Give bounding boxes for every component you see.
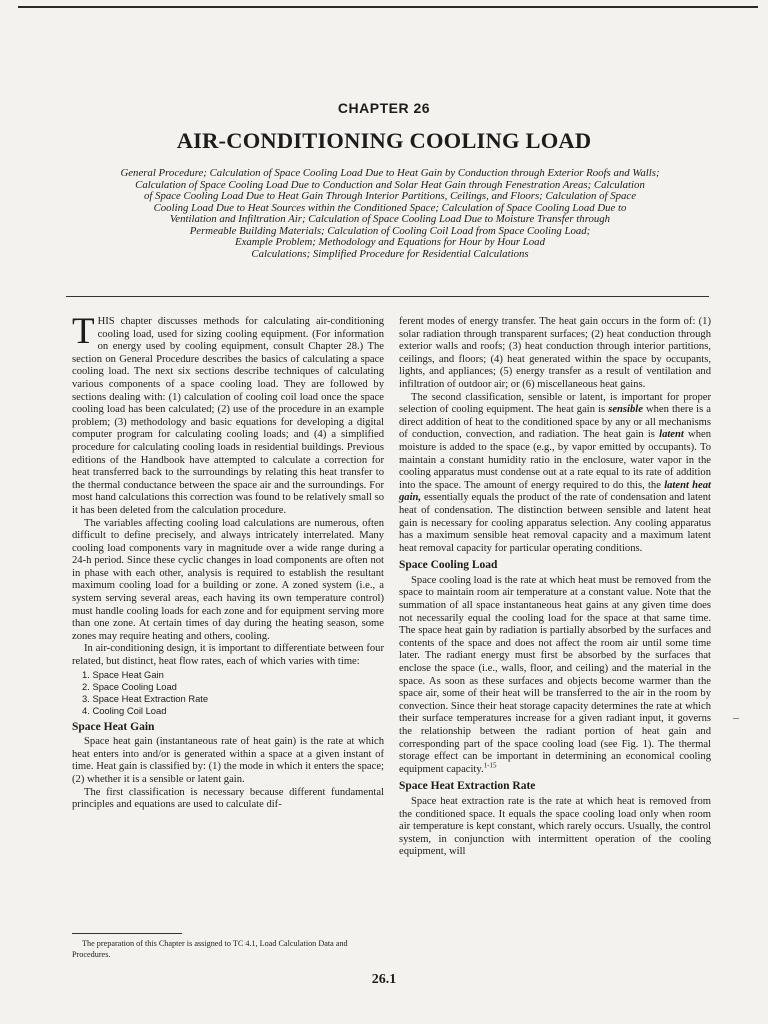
body-paragraph: ferent modes of energy transfer. The heat gain occurs in the form of: (1) solar radiation through transparent surfaces; (2) heat conduction through exterior walls and roofs; (3) heat conduction through interior partitions, ceilings, and floors; (4) heat generated within the space by occupants, lights, and appliances; (5) energy transfer as a result of ventilation and infiltration of outdoor air; or (6) miscellaneous heat gains. bbox=[399, 316, 711, 390]
summary-line: General Procedure; Calculation of Space Cooling Load Due to Heat Gain by Conduction through Exterior Roofs and Walls; bbox=[120, 167, 660, 179]
text-run: essentially equals the product of the rate of condensation and latent heat of condensation. The distinction between sensible and latent heat gain is necessary for cooling apparatus selection. Any cooling apparatus has a maximum sensible heat removal capacity and a maximum latent heat removal capacity for particular operating conditions. bbox=[399, 492, 711, 554]
body-paragraph: In air-conditioning design, it is important to differentiate between four related, but distinct, heat flow rates, each of which varies with time: bbox=[72, 643, 384, 668]
list-item: 2. Space Cooling Load bbox=[82, 681, 384, 693]
heat-flow-rates-list bbox=[82, 669, 384, 717]
chapter-summary bbox=[82, 168, 698, 260]
footnote-rule bbox=[72, 933, 182, 934]
list-item: 1. Space Heat Gain bbox=[82, 669, 384, 681]
text-run: The second classification, sensible or latent, is important for proper selection of cooling equipment. The heat gain is bbox=[399, 391, 711, 416]
text-run: when there is a direct addition of heat to the conditioned space by any or all mechanisms of conduction, convection, and radiation. The heat gain is bbox=[399, 404, 711, 441]
section-heading-space-heat-extraction-rate: Space Heat Extraction Rate bbox=[399, 780, 536, 793]
section-divider bbox=[66, 296, 709, 297]
left-column bbox=[72, 311, 384, 812]
summary-line: Calculations; Simplified Procedure for Residential Calculations bbox=[251, 247, 529, 260]
text-run: when moisture is added to the space (e.g., by vapor emitted by occupants). To maintain a constant humidity ratio in the enclosure, water vapor in the cooling apparatus must condense out at a rate equal to its rate of addition into the space. The amount of energy required to do this, the bbox=[399, 429, 711, 491]
body-paragraph: The first classification is necessary because different fundamental principles and equations are used to calculate dif- bbox=[72, 786, 384, 811]
reference-superscript: 1-15 bbox=[483, 761, 497, 770]
body-paragraph: The variables affecting cooling load calculations are numerous, often difficult to define precisely, and always intricately interrelated. Many cooling load components vary in magnitude over a wide range during a 24-h period. Since these cyclic changes in load components are often not in phase with each other, analysis is required to establish the resultant maximum cooling load for a building or zone. A zoned system (i.e., a system serving several areas, each having its own temperature control) must handle cooling loads for each zone and for equipment serving more than one zone. At certain times of day during the heating season, some zones may require heating and others, cooling. bbox=[72, 517, 384, 642]
text-run: Space cooling load is the rate at which heat must be removed from the space to maintain room air temperature at a constant value. Note that the summation of all space instantaneous heat gains at any given time does not necessarily equal the cooling load for the space at that same time. The space heat gain by radiation is partially absorbed by the surfaces and contents of the space and does not affect the room air until some time later. The radiant energy must first be absorbed by the surfaces that enclose the space (i.e., walls, floor, and ceiling) and the material in the space. As soon as these surfaces and objects become warmer than the space air, some of their heat will be transferred to the air in the room by convection. Since their heat storage capacity determines the rate at which their surface temperatures increase for a given radiant input, it governs the relationship between the radiant portion of heat gain and corresponding part of the space cooling load (see Fig. 1). The thermal storage effect can be important in determining an economical cooling equipment capacity. bbox=[399, 574, 711, 775]
summary-line: Ventilation and Infiltration Air; Calculation of Space Cooling Load Due to Moisture Transfer through bbox=[169, 213, 611, 225]
intro-text: HIS chapter discusses methods for calculating air-conditioning cooling load, used for sizing cooling equipment. (For information on energy used by cooling equipment, consult Chapter 28.) The section on General Procedure describes the basics of calculating a space cooling load. The next six sections describe techniques of calculating various components of a space cooling load. They are followed by sections dealing with: (1) calculation of cooling coil load once the space cooling load has been calculated; (2) use of the procedure in an example problem; (3) methodology and basic equations for developing a digital computer program for calculating cooling loads; and (4) a simplified procedure for calculating cooling loads in residential buildings. Previous editions of the Handbook have attempted to calculate a correction for heat transferred back to the surroundings by relating this heat transfer to the thermal conductance between the space air and the surroundings. For most hand calculations this correction was found to be relatively small so it has been deleted from the calculation procedure. bbox=[72, 316, 384, 516]
section-heading-space-heat-gain: Space Heat Gain bbox=[72, 720, 155, 733]
chapter-title: AIR-CONDITIONING COOLING LOAD bbox=[176, 128, 592, 153]
list-item: 4. Cooling Coil Load bbox=[82, 705, 384, 717]
chapter-label: CHAPTER 26 bbox=[337, 100, 431, 116]
top-rule bbox=[18, 6, 758, 8]
term-latent: latent bbox=[659, 429, 684, 441]
footnote: The preparation of this Chapter is assigned to TC 4.1, Load Calculation Data and Procedures. bbox=[72, 939, 348, 959]
right-column bbox=[399, 316, 711, 859]
list-item: 3. Space Heat Extraction Rate bbox=[82, 693, 384, 705]
intro-paragraph bbox=[72, 311, 384, 518]
summary-line: Example Problem; Methodology and Equations for Hour by Hour Load bbox=[235, 236, 545, 248]
page-number: 26.1 bbox=[371, 972, 397, 987]
term-latent-heat-gain: latent heat gain, bbox=[399, 479, 711, 504]
term-sensible: sensible bbox=[608, 404, 643, 416]
section-heading-space-cooling-load: Space Cooling Load bbox=[399, 559, 498, 572]
body-paragraph: Space heat extraction rate is the rate at which heat is removed from the conditioned space. It equals the space cooling load only when room air temperature is kept constant, which rarely occurs. Usually, the control system, in conjunction with intermittent operation of the cooling equipment, will bbox=[399, 795, 711, 858]
margin-mark: – bbox=[733, 710, 739, 724]
drop-cap: T bbox=[72, 311, 95, 352]
summary-line: Cooling Load Due to Heat Sources within the Conditioned Space; Calculation of Space Cooling Load Due to bbox=[153, 201, 627, 214]
summary-line: of Space Cooling Load Due to Heat Gain Through Interior Partitions, Ceilings, and Floors; Calculation of Space bbox=[143, 190, 637, 202]
body-paragraph: Space heat gain (instantaneous rate of heat gain) is the rate at which heat enters into and/or is generated within a space at a given instant of time. Heat gain is classified by: (1) the mode in which it enters the space; (2) whether it is a sensible or latent gain. bbox=[72, 736, 384, 785]
body-paragraph bbox=[399, 392, 711, 556]
summary-line: Calculation of Space Cooling Load Due to Conduction and Solar Heat Gain through Fenestration Areas; Calculation bbox=[135, 178, 645, 191]
body-paragraph bbox=[399, 575, 711, 777]
summary-line: Permeable Building Materials; Calculation of Cooling Coil Load from Space Cooling Load; bbox=[189, 224, 591, 237]
